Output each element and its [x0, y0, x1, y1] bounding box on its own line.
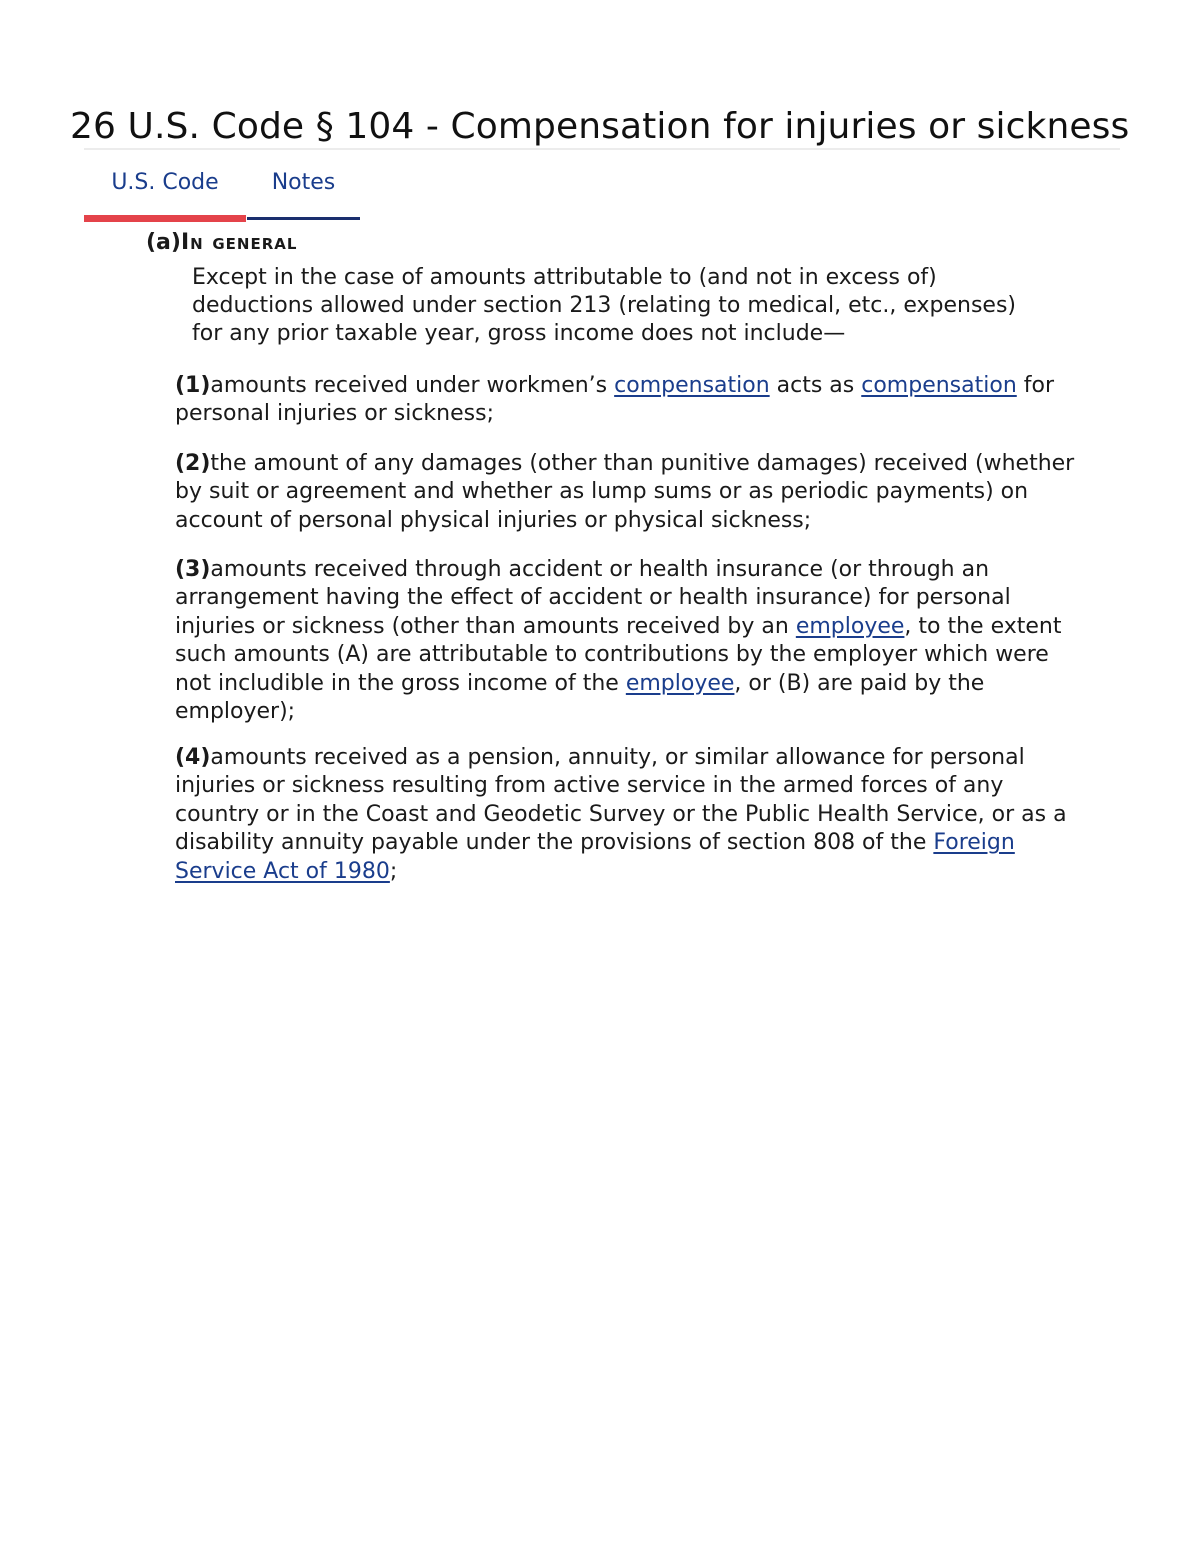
- active-tab-indicator: [84, 215, 246, 222]
- subsection-heading-text: In general: [180, 230, 298, 255]
- paragraph-text: ;: [389, 858, 398, 884]
- subsection-marker: (a): [146, 230, 181, 255]
- paragraph-1: [175, 372, 1085, 429]
- paragraph-3: [175, 556, 1085, 726]
- paragraph-text: acts as: [769, 373, 862, 398]
- tab-notes[interactable]: [247, 166, 360, 218]
- employee-link[interactable]: employee: [625, 670, 735, 696]
- tab-us-code[interactable]: [84, 166, 246, 218]
- foreign-service-act-link[interactable]: Foreign Service Act of 1980: [175, 830, 1015, 884]
- page-title: 26 U.S. Code § 104 - Compensation for injuries or sickness: [70, 106, 1130, 148]
- paragraph-number: (1): [175, 373, 211, 398]
- tab-underline: [247, 217, 360, 220]
- subsection-intro: Except in the case of amounts attributable to (and not in excess of) deductions allowed under section 213 (relating to medical, etc., expenses) for any prior taxable year, gross income does not include—: [192, 265, 1016, 346]
- paragraph-text: amounts received as a pension, annuity, or similar allowance for personal injuries or sickness resulting from active service in the armed forces of any country or in the Coast and Geodetic Survey or the Public Health Service, or as a disability annuity payable under the provisions of section 808 of the: [175, 745, 1067, 856]
- employee-link[interactable]: employee: [795, 613, 905, 639]
- tab-notes-label: Notes: [271, 170, 336, 195]
- paragraph-text: amounts received through accident or health insurance (or through an arrangement having the effect of accident or health insurance) for personal injuries or sickness (other than amounts received by an: [175, 557, 1011, 639]
- paragraph-4: [175, 744, 1085, 886]
- paragraph-number: (4): [175, 745, 211, 770]
- compensation-link[interactable]: compensation: [614, 373, 770, 398]
- paragraph-number: (2): [175, 451, 211, 476]
- paragraph-text: amounts received under workmen’s: [210, 373, 615, 398]
- paragraph-text: , or (B) are paid by the employer);: [175, 670, 985, 725]
- paragraph-2: [175, 450, 1085, 535]
- subsection-heading: [146, 230, 297, 255]
- paragraph-text: , to the extent such amounts (A) are attributable to contributions by the employer which were not includible in the gross income of the: [175, 613, 1062, 696]
- paragraph-number: (3): [175, 557, 211, 582]
- compensation-link[interactable]: compensation: [861, 373, 1017, 398]
- paragraph-text: for personal injuries or sickness;: [175, 373, 1055, 427]
- tab-us-code-label: U.S. Code: [111, 170, 219, 195]
- title-divider: [84, 148, 1120, 150]
- paragraph-text: the amount of any damages (other than punitive damages) received (whether by suit or agreement and whether as lump sums or as periodic payments) on account of personal physical injuries or physical sickness;: [175, 451, 1075, 533]
